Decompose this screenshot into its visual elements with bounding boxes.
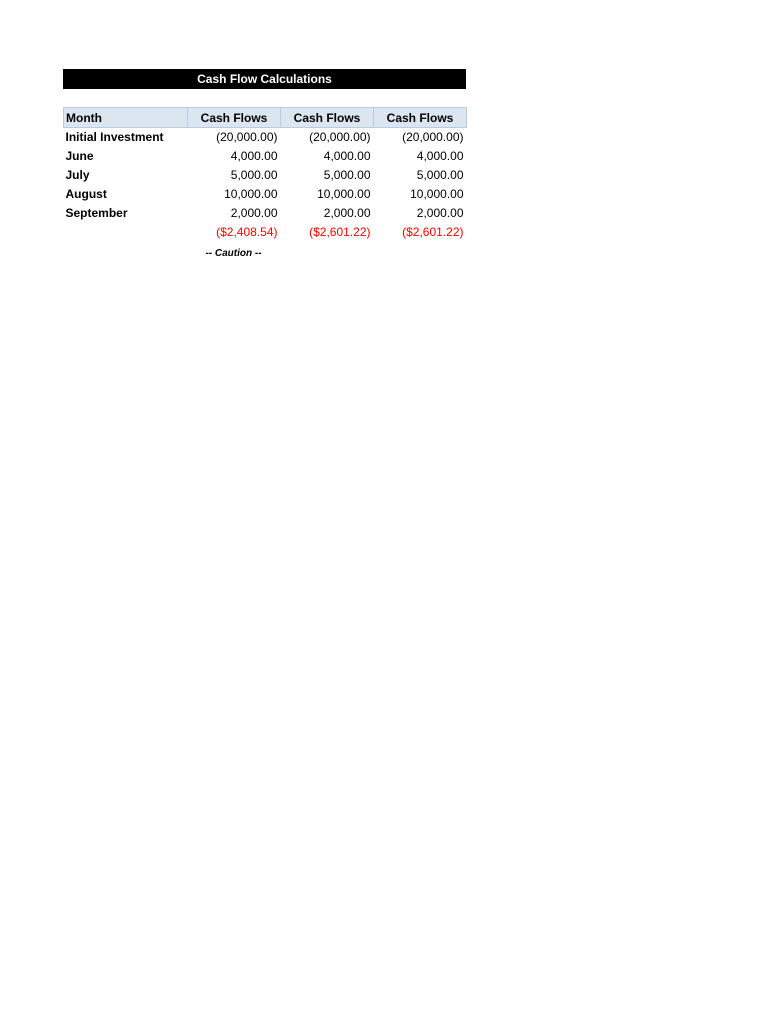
month-header[interactable]: Month (64, 108, 188, 128)
cash-flow-cell[interactable]: 10,000.00 (224, 187, 278, 201)
row-label[interactable]: Initial Investment (65, 130, 164, 144)
row-label[interactable]: June (65, 149, 94, 163)
row-label[interactable]: August (65, 187, 107, 201)
npv-total-cell[interactable]: ($2,408.54) (216, 225, 278, 239)
cash-flow-cell[interactable]: (20,000.00) (309, 130, 371, 144)
cash-flow-cell[interactable]: 4,000.00 (416, 149, 464, 163)
row-label[interactable]: September (65, 206, 128, 220)
cash-flow-cell[interactable]: 5,000.00 (416, 168, 464, 182)
table-row (64, 166, 467, 185)
npv-total-cell[interactable]: ($2,601.22) (309, 225, 371, 239)
cash-flow-cell[interactable]: 10,000.00 (317, 187, 371, 201)
table-row (64, 128, 467, 148)
cash-flows-header-3[interactable]: Cash Flows (374, 108, 467, 128)
row-label[interactable]: July (65, 168, 90, 182)
cash-flow-cell[interactable]: 5,000.00 (230, 168, 278, 182)
header-row (64, 108, 467, 128)
cash-flow-cell[interactable]: 10,000.00 (410, 187, 464, 201)
cash-flow-sheet (63, 69, 466, 259)
cash-flow-cell[interactable]: 4,000.00 (230, 149, 278, 163)
cash-flow-cell[interactable]: 2,000.00 (323, 206, 371, 220)
cash-flow-cell[interactable]: (20,000.00) (402, 130, 464, 144)
cash-flows-header-1[interactable]: Cash Flows (188, 108, 281, 128)
cash-flows-header-2[interactable]: Cash Flows (281, 108, 374, 128)
npv-total-cell[interactable]: ($2,601.22) (402, 225, 464, 239)
sheet-title: Cash Flow Calculations (63, 69, 466, 89)
cash-flow-cell[interactable]: 4,000.00 (323, 149, 371, 163)
caution-note: -- Caution -- (205, 248, 262, 259)
cash-flow-cell[interactable]: 5,000.00 (323, 168, 371, 182)
total-label-cell[interactable] (64, 223, 188, 242)
cash-flow-cell[interactable]: 2,000.00 (416, 206, 464, 220)
cash-flow-cell[interactable]: (20,000.00) (216, 130, 278, 144)
table-row (64, 185, 467, 204)
total-row (64, 223, 467, 242)
table-row (64, 147, 467, 166)
table-row (64, 204, 467, 223)
cash-flow-table (63, 107, 467, 242)
spacer-row (63, 89, 466, 107)
cash-flow-cell[interactable]: 2,000.00 (230, 206, 278, 220)
